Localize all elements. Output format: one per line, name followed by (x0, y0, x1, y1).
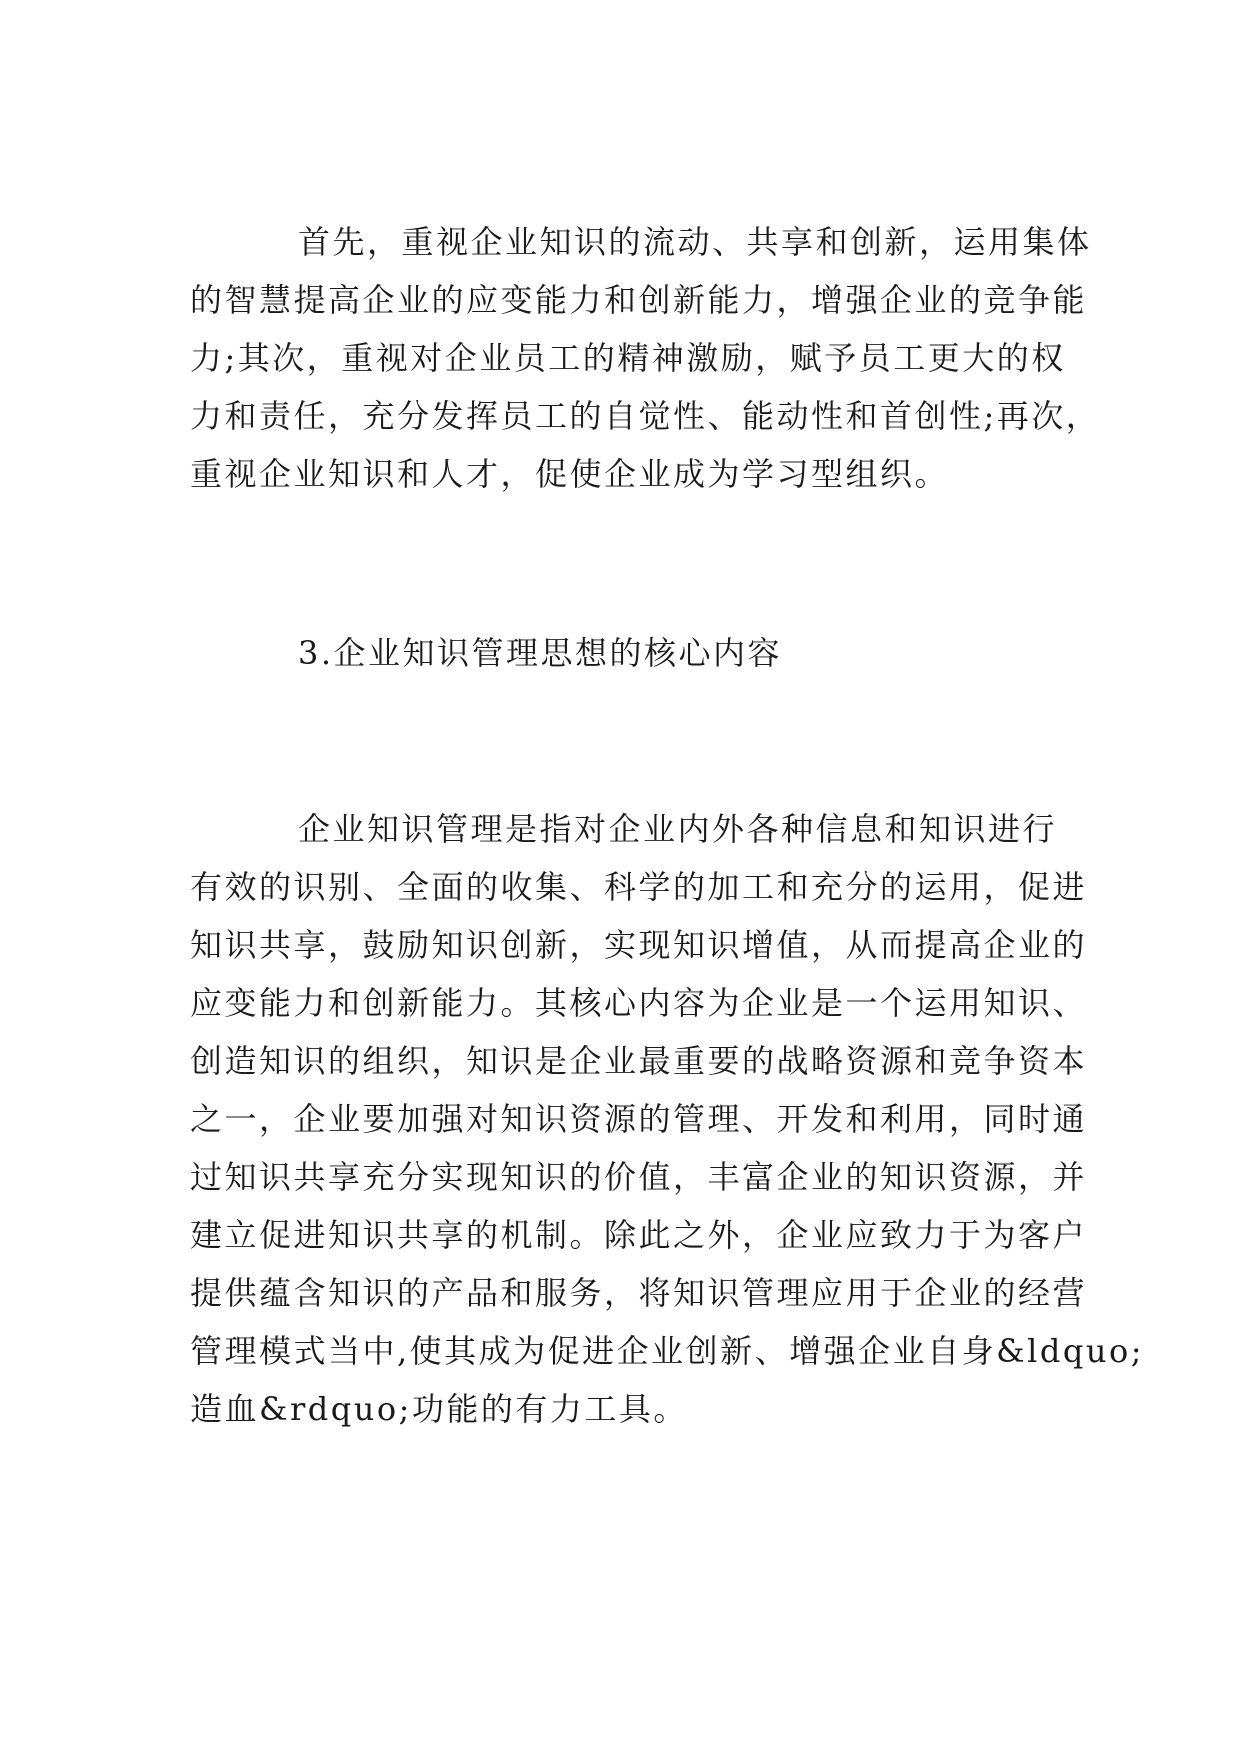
paragraph-2 (190, 800, 1145, 1438)
paragraph-line: 应变能力和创新能力。其核心内容为企业是一个运用知识、 (190, 984, 1088, 1022)
paragraph-line: 力;其次，重视对企业员工的精神激励，赋予员工更大的权 (190, 339, 1066, 377)
paragraph-line: 管理模式当中,使其成为促进企业创新、增强企业自身&ldquo; (190, 1332, 1145, 1370)
paragraph-line: 有效的识别、全面的收集、科学的加工和充分的运用，促进 (190, 868, 1088, 906)
paragraph-line: 力和责任，充分发挥员工的自觉性、能动性和首创性;再次， (190, 397, 1101, 435)
paragraph-line: 的智慧提高企业的应变能力和创新能力，增强企业的竞争能 (190, 281, 1088, 319)
paragraph-line: 提供蕴含知识的产品和服务，将知识管理应用于企业的经营 (190, 1274, 1088, 1312)
section-heading-text: 3.企业知识管理思想的核心内容 (298, 634, 783, 672)
paragraph-line: 之一，企业要加强对知识资源的管理、开发和利用，同时通 (190, 1100, 1088, 1138)
paragraph-1 (190, 213, 1101, 503)
paragraph-line: 知识共享，鼓励知识创新，实现知识增值，从而提高企业的 (190, 926, 1088, 964)
paragraph-line: 重视企业知识和人才，促使企业成为学习型组织。 (190, 455, 950, 493)
paragraph-line: 造血&rdquo;功能的有力工具。 (190, 1390, 688, 1428)
paragraph-line: 企业知识管理是指对企业内外各种信息和知识进行 (298, 810, 1058, 848)
paragraph-line: 创造知识的组织，知识是企业最重要的战略资源和竞争资本 (190, 1042, 1088, 1080)
paragraph-line: 首先，重视企业知识的流动、共享和创新，运用集体 (298, 223, 1092, 261)
paragraph-line: 建立促进知识共享的机制。除此之外，企业应致力于为客户 (190, 1216, 1088, 1254)
paragraph-line: 过知识共享充分实现知识的价值，丰富企业的知识资源，并 (190, 1158, 1088, 1196)
section-heading (190, 624, 1070, 682)
